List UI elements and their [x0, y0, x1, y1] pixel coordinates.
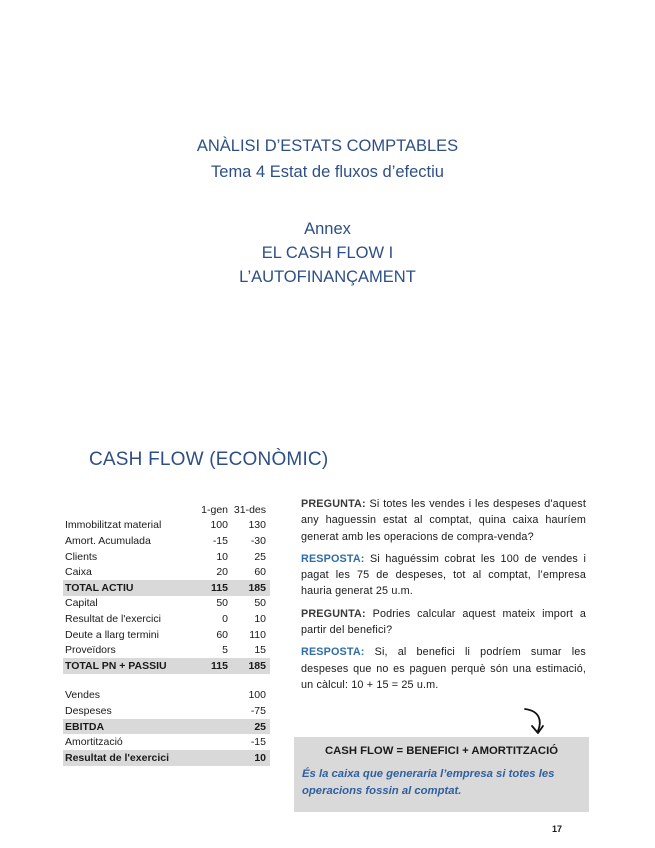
curved-arrow-icon — [522, 707, 548, 737]
table-row — [63, 688, 270, 704]
cell-value: 50 — [254, 597, 266, 610]
question-label: PREGUNTA: — [301, 498, 366, 510]
table-row — [63, 564, 270, 580]
row-label: Amortització — [65, 736, 123, 749]
cell-value: 100 — [210, 519, 228, 532]
cell-value: 50 — [216, 597, 228, 610]
row-label: TOTAL PN + PASSIU — [63, 658, 196, 674]
cell-value: 25 — [230, 719, 270, 735]
cell-value: 0 — [222, 612, 228, 625]
cell-value: 115 — [196, 658, 230, 674]
cash-flow-note: És la caixa que generaria l’empresa si totes les operacions fossin al comptat. — [302, 768, 555, 797]
table-total-row — [63, 750, 270, 766]
row-label: Clients — [65, 550, 98, 563]
table-row — [63, 518, 270, 534]
table-row — [63, 642, 270, 658]
answer-2 — [301, 644, 586, 693]
cell-value: 20 — [216, 566, 228, 579]
cell-value: 15 — [254, 644, 266, 657]
document-title: ANÀLISI D’ESTATS COMPTABLES — [196, 137, 459, 155]
cell-value: -15 — [212, 534, 228, 547]
section-heading: CASH FLOW (ECONÒMIC) — [89, 449, 329, 470]
table-row — [63, 703, 270, 719]
question-text: Si totes les vendes i les despeses d'aquest any haguessin estat al comptat, quina caixa hauríem generat amb les operacions de compra-venda? — [301, 498, 586, 543]
table-row — [63, 627, 270, 643]
cell-value: 185 — [230, 580, 270, 596]
answer-label: RESPOSTA: — [301, 552, 365, 565]
annex-label: Annex — [304, 220, 351, 238]
row-label: Capital — [65, 597, 98, 610]
row-label: Resultat de l'exercici — [65, 612, 161, 625]
answer-label: RESPOSTA: — [301, 646, 365, 659]
answer-1 — [301, 551, 586, 600]
row-label: Immobilitzat material — [65, 519, 162, 532]
table-row — [63, 533, 270, 549]
row-label: Despeses — [65, 704, 112, 717]
question-text: Podries calcular aquest mateix import a partir del benefici? — [301, 607, 586, 637]
table-row — [63, 611, 270, 627]
annex-title-line2: L’AUTOFINANÇAMENT — [239, 268, 416, 286]
cell-value: 60 — [216, 628, 228, 641]
cell-value: -15 — [250, 736, 266, 749]
cell-value: 115 — [196, 580, 230, 596]
table-header-row — [63, 502, 270, 518]
cash-flow-formula: CASH FLOW = BENEFICI + AMORTITZACIÓ — [324, 745, 559, 757]
row-label: Amort. Acumulada — [65, 534, 151, 547]
answer-text: Si, al benefici li podríem sumar les despeses que no es paguen perquè són una estimació, un càlcul: 10 + 15 = 25 u.m. — [301, 646, 586, 691]
annex-title-line1: EL CASH FLOW I — [261, 244, 394, 262]
row-label: Proveïdors — [65, 644, 116, 657]
table-total-row — [63, 658, 270, 674]
row-label: Deute a llarg termini — [65, 628, 159, 641]
table-row — [63, 734, 270, 750]
cell-value: 5 — [222, 644, 228, 657]
cell-value: 130 — [248, 519, 266, 532]
cell-value: 100 — [248, 689, 266, 702]
question-1 — [301, 496, 586, 545]
balance-sheet-table — [63, 502, 270, 766]
row-label: EBITDA — [63, 719, 196, 735]
question-label: PREGUNTA: — [301, 607, 366, 620]
table-total-row — [63, 719, 270, 735]
table-row — [63, 549, 270, 565]
table-spacer — [63, 674, 270, 688]
answer-text: Si haguéssim cobrat les 100 de vendes i pagat les 75 de despeses, tot al comptat, l’empresa hauria generat 25 u.m. — [301, 552, 586, 598]
question-2 — [301, 606, 586, 639]
formula-box — [294, 737, 589, 812]
column-header-31des: 31-des — [233, 503, 266, 516]
row-label: Caixa — [65, 566, 92, 579]
page-number: 17 — [552, 824, 563, 834]
table-row — [63, 596, 270, 612]
cell-value: 110 — [249, 628, 266, 641]
cell-value: -75 — [250, 704, 266, 717]
cell-value: 10 — [230, 750, 270, 766]
row-label: TOTAL ACTIU — [63, 580, 196, 596]
title-block — [0, 133, 655, 185]
question-answer-block — [301, 496, 586, 699]
table-total-row — [63, 580, 270, 596]
cell-value: 185 — [230, 658, 270, 674]
document-subtitle: Tema 4 Estat de fluxos d’efectiu — [211, 163, 444, 181]
row-label: Vendes — [65, 689, 101, 702]
cell-value: 10 — [216, 550, 228, 563]
cell-value: 10 — [254, 612, 266, 625]
cell-value: 25 — [254, 550, 266, 563]
cell-value: -30 — [250, 534, 266, 547]
row-label: Resultat de l'exercici — [63, 750, 196, 766]
column-header-1gen: 1-gen — [201, 503, 228, 516]
cell-value: 60 — [254, 566, 266, 579]
annex-block — [0, 217, 655, 289]
